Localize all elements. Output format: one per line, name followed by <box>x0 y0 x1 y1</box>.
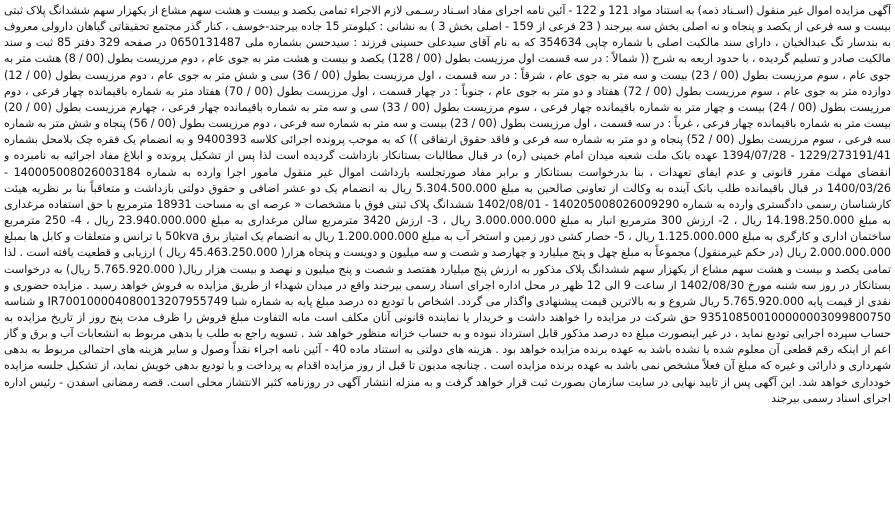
notice-body-text: آگهی مزایده اموال غیر منقول (اسـناد ذمه) به استناد مواد 121 و 122 - آئین نامه اجرای مفاد اسـناد رسـمی لازم الاجراء تمامی یکصد و بیست و هشت سهم مشاع از یکهزار سهم ششدانگ پلاک ثبتی بیست و سه فرعی از یکصد و پنجاه و نه اصلی بخش سه بیرجند ( 23 فرعی از 159 - اصلی بخش 3 ) به نشانی : کیلومتر 15 جاده بیرجند-خوسف ، کنار گذر مجتمع تحقیقاتی گیاهان دارولی معروف به بندسار تگ عبدالخیان ، دارای سند مالکیت اصلی با شماره چاپی 354634 که به نام آقای سیدعلی حسینی فرزند : سیدحسن بشماره ملی 0650131487 در صفحه 329 دفتر 85 ثبت و سند مالکیت صادر و تسلیم گردیده ، با حدود اربعه به شرح (( شمالاً : در سه قسمت اول مرزیست بطول (00 / 128) یکصد و بیست و هشت متر به جوی عام ، دوم مرزیست بطول (00 / 8) هشت متر به جوی عام ، سوم مرزیست بطول (00 / 23) بیست و سه متر به جوی عام ، شرقاً : در سه قسمت ، اول مرزیست بطول (00 / 36) سی و شش متر به جوی عام ، دوم مرزیست بطول (00 / 12) دوازده متر به جوی عام ، سوم مرزیست بطول (00 / 72) هفتاد و دو متر به جوی عام ، جنوباً : در چهار قسمت ، اول مرزیست بطول (00 / 70) هفتاد متر به شماره باقیمانده چهار فرعی ، دوم مرزیست بطول (00 / 24) بیست و چهار متر به شماره باقیمانده چهار فرعی ، سوم مرزیست بطول (00 / 33) سی و سه متر به شماره باقیمانده چهار فرعی ، چهارم مرزیست بطول (00 / 20) بیست متر به شماره باقیمانده چهار فرعی ، غرباً : در سه قسمت ، اول مرزیست بطول (00 / 23) بیست و سه متر به شماره سه فرعی ، دوم مرزیست بطول (00 / 56) پنجاه و شش متر به شماره سه فرعی ، سوم مرزیست بطول (00 / 52) پنجاه و دو متر به شماره سه فرعی و فاقد حقوق ارتفاقی )) که به موجب پرونده اجرائی کلاسه 9400393 و به انضمام یک فقره چک بلامحل بشماره 1229/273191/41 - 1394/07/28 عهده بانک ملت شعبه میدان امام خمینی (ره) در قبال مطالبات بستانکار بازداشت گردیده است لذا پس از تشکیل پرونده و ابلاغ مفاد اجرائیه به نامبرده و انقضای مهلت مقرر قانونی و عدم ایفای تعهدات ، بنا بدرخواست بستانکار و برابر مفاد صورتجلسه بازداشت اموال غیر منقول مامور اجرا وارده به شماره 140005008026003184 - 1400/03/26 در قبال باقیمانده طلب بانک آینده به وکالت از تعاونی صالحین به مبلغ 5.304.500.000 ریال به انضمام یک دو عشر اضافی و حقوق دولتی بازداشت و متعاقباً بنا بر نظریه هیئت کارشناسان رسمی دادگستری وارده به شماره 140205008026009290 - 1402/08/01 ششدانگ پلاک ثبتی فوق با مشخصات « عرصه ای به مساحت 18931 مترمربع با حق استفاده مرغداری به مبلغ 14.198.250.000 ریال ، 2- ارزش 300 مترمربع انبار به مبلغ 3.000.000.000 ریال ، 3- ارزش 3420 مترمربع سالن مرغداری به مبلغ 23.940.000.000 ریال ، 4- 250 مترمربع ساختمان اداری و کارگری به مبلغ 1.125.000.000 ریال ، 5- حصار کشی دور زمین و استخر آب به مبلغ 1.200.000.000 ریال به انضمام یک امتیاز برق 50kva با ترانس و متعلقات و کابل ها بمبلغ 2.000.000.000 ریال (در حکم غیرمنقول) مجموعاً به مبلغ چهل و پنج میلیارد و چهارصد و شصت و سه میلیون و دویست و پنجاه هزار( 45.463.250.000 ریال ) ارزیابی و قطعیت یافته است . لذا تمامی یکصد و بیست و هشت سهم مشاع از یکهزار سهم ششدانگ پلاک مذکور به ارزش پنج میلیارد هفتصد و شصت و پنج میلیون و نهصد و بیست هزار ریال( 5.765.920.000 ریال) به درخواست بستانکار در روز سه شنبه مورخ 1402/08/30 از ساعت 9 الی 12 ظهر در محل اداره اجرای اسناد رسمی بیرجند واقع در میدان شهداء از طریق مزایده به فروش خواهد رسید . مزایده حضوری و نقدی از قیمت پایه 5.765.920.000 ریال شروع و به بالاترین قیمت پیشنهادی واگذار می گردد. اشخاص با تودیع ده درصد مبلغ پایه به شماره شبا IR700100004080013207955749 و شناسه 935108500100000003099800750 حق شرکت در مزایده را خواهند داشت و خریدار یا نماینده قانونی آنان مکلف است مابه التفاوت مبلغ فروش را ظرف مدت پنج روز از تاریخ مزایده به حساب سپرده اجرایی تودیع نماید ، در غیر اینصورت مبلغ ده درصد مذکور قابل استرداد نبوده و به حساب خزانه منظور خواهد شد . تسویه راجع به طلب یا بدهی مربوط به انشعابات آب و برق و گاز اعم از اینکه رقم قطعی آن معلوم شده یا نشده باشد به عهده برنده مزایده خواهد بود . هزینه های دولتی به استناد ماده 40 - آئین نامه اجراء نقداً وصول و سایر هزینه های احتمالی مربوط به بدهی شهرداری و دارائی و غیره که مبلغ آن فعلاً مشخص نمی باشد به عهده برنده مزایده است . چنانچه مدیون تا قبل از روز مزایده اقدام به پرداخت و یا تودیع بدهی خویش نماید، از تشکیل جلسه مزایده خودداری خواهد شد. این آگهی پس از تایید نهایی در سایت سازمان بصورت ثبت قرار خواهد گرفت و به منزله انتشار آگهی در روزنامه کثیر الانتشار محلی است. قصه رمضانی اسفدن - رئیس اداره اجرای اسناد رسمی بیرجند <box>4 4 891 405</box>
auction-notice <box>4 3 891 528</box>
